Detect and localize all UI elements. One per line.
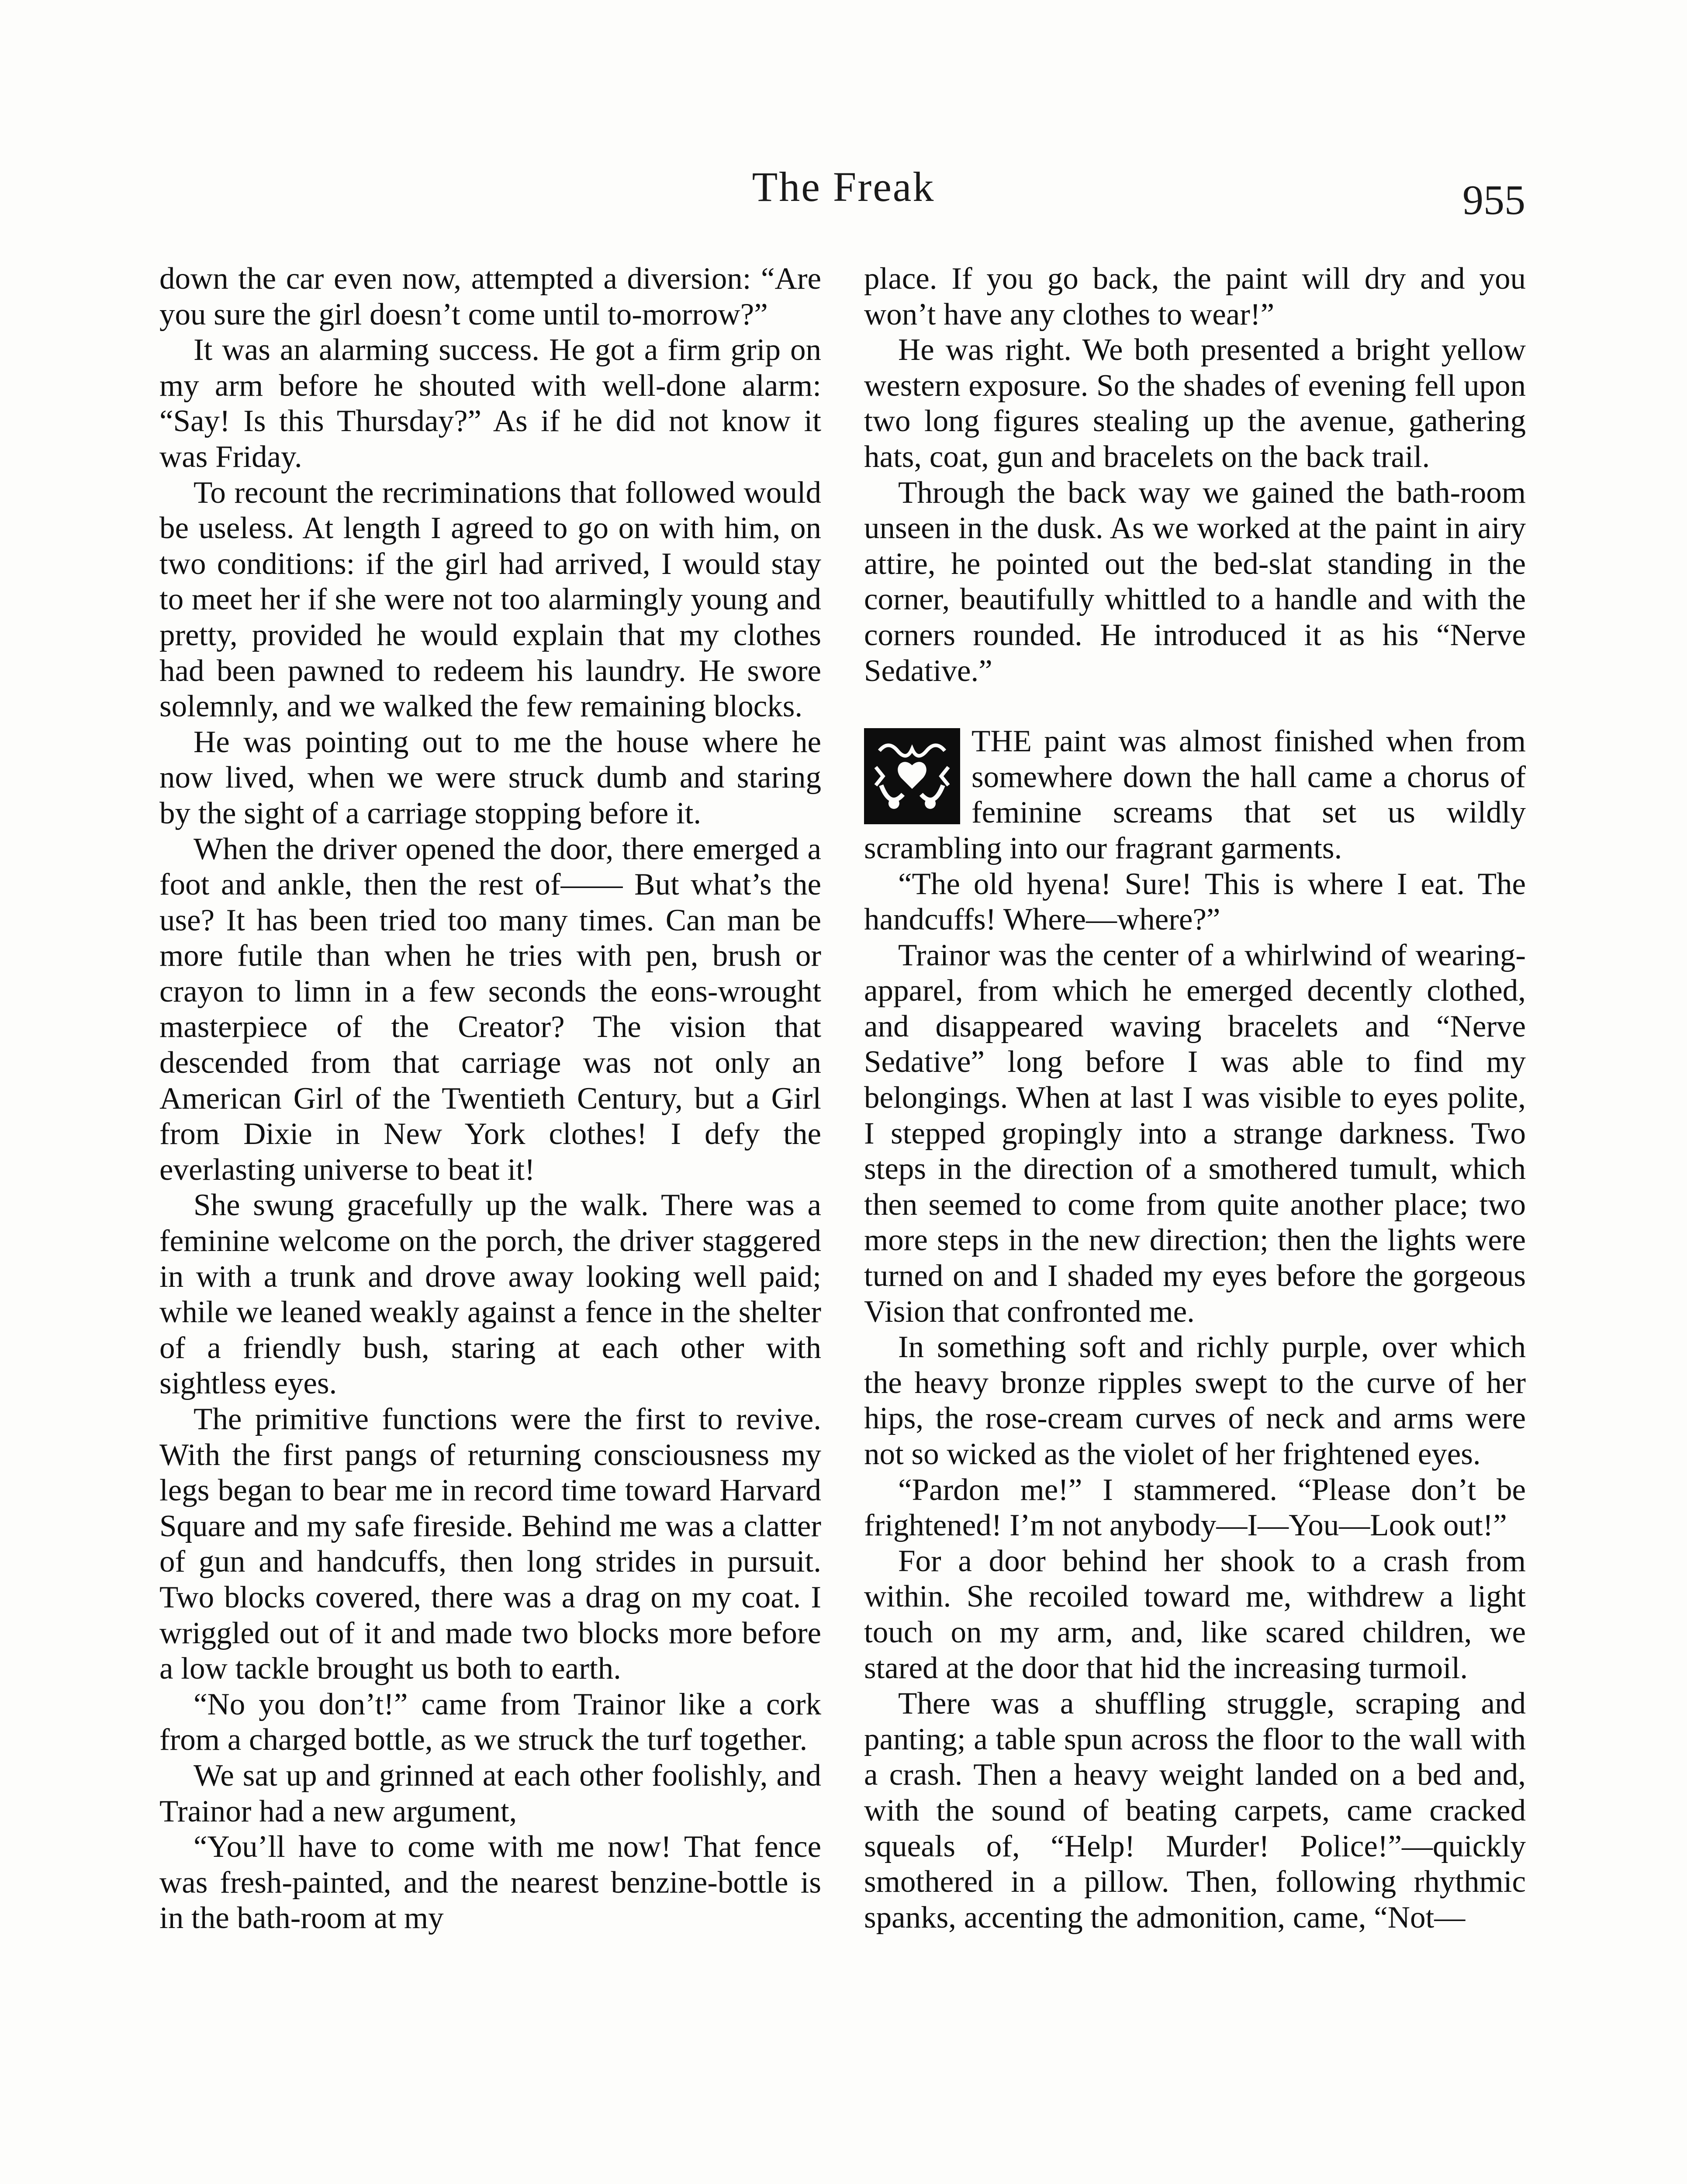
paragraph: We sat up and grinned at each other foolishly, and Trainor had a new argument, (159, 1758, 821, 1828)
paragraph: In something soft and richly purple, over which the heavy bronze ripples swept to the curve of her hips, the rose-cream curves of neck and arms were not so wicked as the violet of her frightened eyes. (864, 1330, 1526, 1471)
paragraph: To recount the recriminations that followed would be useless. At length I agreed to go on with him, on two conditions: if the girl had arrived, I would stay to meet her if she were not too alarmingly young and pretty, provided he would explain that my clothes had been pawned to redeem his laundry. He swore solemnly, and we walked the few remaining blocks. (159, 475, 821, 724)
paragraph: down the car even now, attempted a diversion: “Are you sure the girl doesn’t come until to-morrow?” (159, 262, 821, 332)
paragraph: Through the back way we gained the bath-room unseen in the dusk. As we worked at the paint in airy attire, he pointed out the bed-slat standing in the corner, beautifully whittled to a handle and with the corners rounded. He introduced it as his “Nerve Sedative.” (864, 475, 1526, 688)
paragraph: place. If you go back, the paint will dry and you won’t have any clothes to wear!” (864, 262, 1526, 332)
running-title: The Freak (752, 163, 935, 210)
right-column (864, 261, 1526, 1935)
paragraph: He was right. We both presented a bright yellow western exposure. So the shades of evening fell upon two long figures stealing up the avenue, gathering hats, coat, gun and bracelets on the back trail. (864, 333, 1526, 474)
paragraph: “The old hyena! Sure! This is where I eat. The handcuffs! Where—where?” (864, 867, 1526, 937)
drop-cap-paragraph-text: THE paint was almost finished when from somewhere down the hall came a chorus of feminine screams that set us wildly scrambling into our fragrant garments. (864, 724, 1526, 865)
paragraph: “You’ll have to come with me now! That fence was fresh-painted, and the nearest benzine-bottle is in the bath-room at my (159, 1830, 821, 1935)
paragraph: She swung gracefully up the walk. There was a feminine welcome on the porch, the driver staggered in with a trunk and drove away looking well paid; while we leaned weakly against a fence in the shelter of a friendly bush, staring at each other with sightless eyes. (159, 1188, 821, 1401)
paragraph: For a door behind her shook to a crash from within. She recoiled toward me, withdrew a light touch on my arm, and, like scared children, we stared at the door that hid the increasing turmoil. (864, 1544, 1526, 1685)
paragraph: “No you don’t!” came from Trainor like a cork from a charged bottle, as we struck the turf together. (159, 1687, 821, 1757)
section-break (864, 689, 1526, 724)
paragraph: The primitive functions were the first to revive. With the first pangs of returning consciousness my legs began to bear me in record time toward Harvard Square and my safe fireside. Behind me was a clatter of gun and handcuffs, then long strides in pursuit. Two blocks covered, there was a drag on my coat. I wriggled out of it and made two blocks more before a low tackle brought us both to earth. (159, 1402, 821, 1686)
paragraph: When the driver opened the door, there emerged a foot and ankle, then the rest of—— But what’s the use? It has been tried too many times. Can man be more futile than when he tries with pen, brush or crayon to limn in a few seconds the eons-wrought masterpiece of the Creator? The vision that descended from that carriage was not only an American Girl of the Twentieth Century, but a Girl from Dixie in New York clothes! I defy the everlasting universe to beat it! (159, 832, 821, 1187)
decorative-ornament-icon (864, 728, 960, 824)
paragraph: Trainor was the center of a whirlwind of wearing-apparel, from which he emerged decently clothed, and disappeared waving bracelets and “Nerve Sedative” long before I was able to find my belongings. When at last I was visible to eyes polite, I stepped gropingly into a strange darkness. Two steps in the direction of a smothered tumult, which then seemed to come from quite another place; two more steps in the new direction; then the lights were turned on and I shaded my eyes before the gorgeous Vision that confronted me. (864, 938, 1526, 1329)
paragraph: “Pardon me!” I stammered. “Please don’t be frightened! I’m not anybody—I—You—Look out!” (864, 1472, 1526, 1543)
drop-cap-paragraph (864, 724, 1526, 866)
paragraph: It was an alarming success. He got a firm grip on my arm before he shouted with well-done alarm: “Say! Is this Thursday?” As if he did not know it was Friday. (159, 333, 821, 474)
left-column (159, 261, 821, 1936)
page-number: 955 (1462, 176, 1525, 223)
paragraph: There was a shuffling struggle, scraping and panting; a table spun across the floor to the wall with a crash. Then a heavy weight landed on a bed and, with the sound of beating carpets, came cracked squeals of, “Help! Murder! Police!”—quickly smothered in a pillow. Then, following rhythmic spanks, accenting the admonition, came, “Not— (864, 1686, 1526, 1935)
paragraph: He was pointing out to me the house where he now lived, when we were struck dumb and staring by the sight of a carriage stopping before it. (159, 725, 821, 830)
